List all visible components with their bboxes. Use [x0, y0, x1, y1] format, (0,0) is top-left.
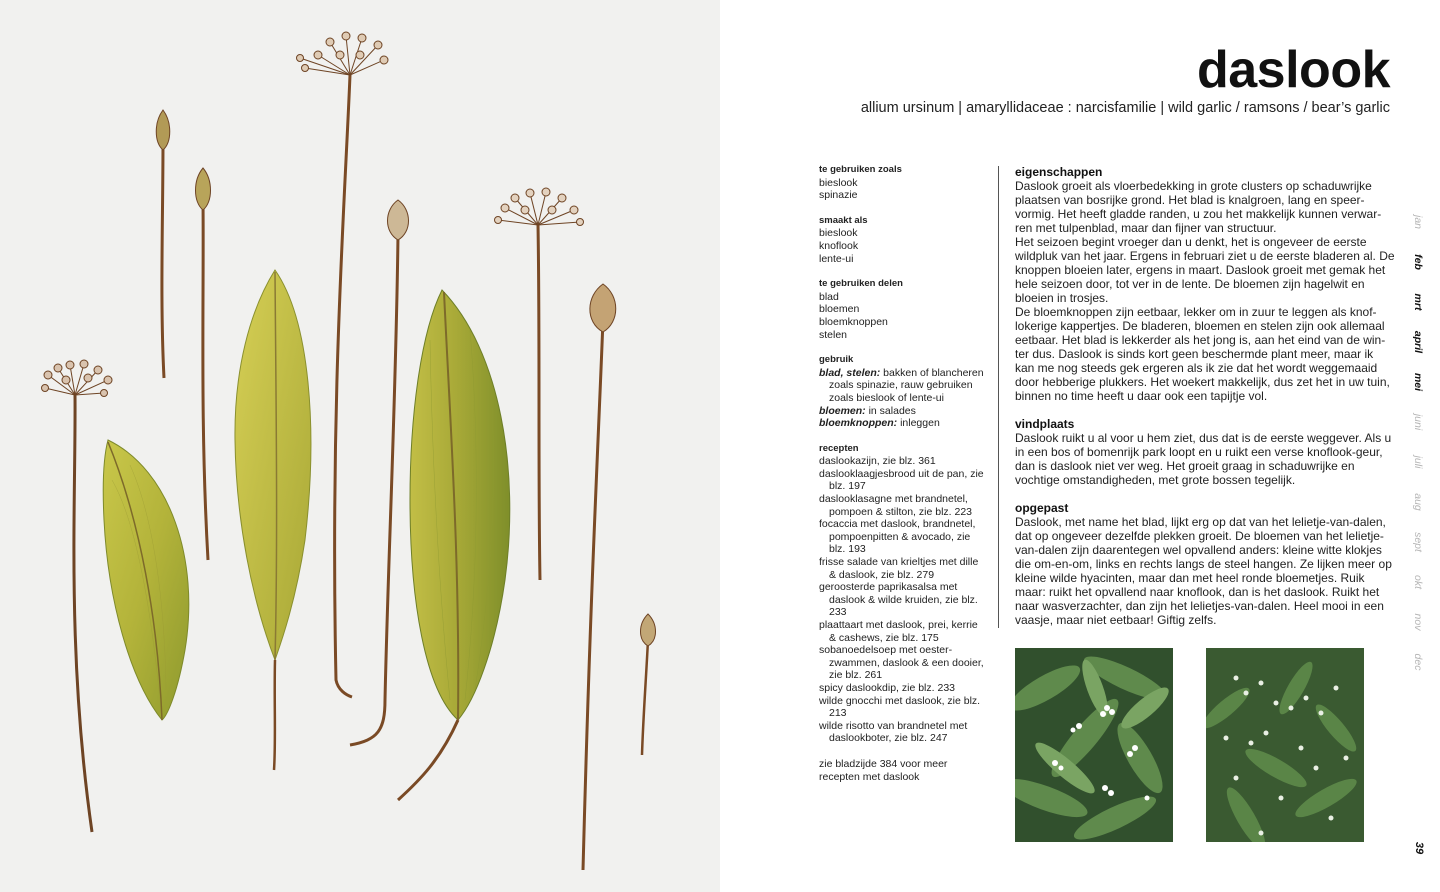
month-label: april [1412, 330, 1424, 354]
paragraph: Het seizoen begint vroeger dan u denkt, het is ongeveer de eerste wildpluk van het jaar. Ergens in februari ziet u de eerste bladeren al. De knoppen bloeien later, ergens in maart. Daslook groeit met gemak het hele seizoen door, tot ver in de lente. De bloemen zijn hagelwit en bloeien in trosjes. [1015, 235, 1395, 305]
list-item: bloemen [819, 303, 860, 316]
wild-garlic-photo-1 [1015, 648, 1173, 842]
section-heading: te gebruiken delen [819, 278, 903, 290]
list-item: lente-ui [819, 252, 854, 265]
month-label: dec [1412, 653, 1424, 671]
heading-opgepast: opgepast [1015, 501, 1069, 515]
month-sept [1407, 522, 1429, 562]
usage-label: blad, stelen: [819, 366, 881, 379]
heading-vindplaats: vindplaats [1015, 417, 1075, 431]
section-heading: recepten [819, 442, 859, 454]
recipe-item: geroosterde paprikasalsa met daslook & wilde kruiden, zie blz. 233 [819, 581, 978, 619]
month-mei [1407, 362, 1429, 402]
heading-eigenschappen: eigenschappen [1015, 165, 1103, 179]
paragraph: Daslook ruikt u al voor u hem ziet, dus dat is de eerste weggever. Als u in een bos of bomenrijk park loopt en u ruikt een verse knoflook-geur, dan is daslook niet ver weg. Het groeit graag in schaduwrijke en vochtige omstandigheden, met grote bossen tegelijk. [1015, 431, 1392, 487]
month-nov [1407, 602, 1429, 642]
month-juli [1407, 442, 1429, 482]
flower-stem-3 [350, 200, 409, 745]
sidebar-section-gebruik [819, 354, 984, 430]
month-label: juli [1412, 455, 1424, 469]
usage-text: inleggen [897, 417, 940, 430]
month-aug [1407, 482, 1429, 522]
season-month-index [1407, 202, 1429, 682]
recipe-item: daslooklasagne met brandnetel, pompoen & stilton, zie blz. 223 [819, 493, 973, 518]
usage-label: bloemen: [819, 404, 866, 417]
bud-stem-1 [156, 110, 170, 378]
usage-item [819, 405, 984, 418]
recipe-item: frisse salade van krieltjes met dille & daslook, zie blz. 279 [819, 556, 979, 581]
sidebar-section-delen [819, 278, 984, 341]
list-item: blad [819, 290, 839, 303]
list-item: bloemknoppen [819, 315, 888, 328]
month-label: jan [1412, 214, 1424, 230]
recipe-item: wilde gnocchi met daslook, zie blz. 213 [819, 694, 981, 720]
usage-item [819, 367, 984, 405]
month-label: okt [1412, 574, 1424, 590]
list-item: spinazie [819, 189, 858, 202]
usage-label: bloemknoppen: [819, 417, 898, 430]
section-heading: te gebruiken zoals [819, 164, 902, 175]
list-item: bieslook [819, 227, 858, 240]
list-item: stelen [819, 328, 848, 341]
page-number-text: 39 [1413, 841, 1425, 855]
paragraph: Daslook, met name het blad, lijkt erg op dat van het lelietje-van-dalen, dat op ongeveer dezelfde plekken groeit. De bloemen van het lelietje-van-dalen zijn daarentegen wel opvallend anders: kleine witte klokjes die om-en-om, links en rechts langs de steel hangen. Ze lijken meer op kleine wilde hyacinten, maar dan met heel ronde bloemetjes. Ruik maar: ruikt het opvallend naar knoflook, dan is het daslook. Ruikt het naar wasverzachter, dan zijn het lelietjes-van-dalen. Heel mooi in een vaasje, maar niet eetbaar! Giftig zelfs. [1015, 515, 1392, 627]
info-sidebar [819, 164, 984, 796]
paragraph: Daslook groeit als vloerbedekking in grote clusters op schaduwrijke plaatsen van bosrijke grond. Het blad is knalgroen, lang en speer-vormig. Het heeft gladde randen, u zou het makkelijk kunnen verwar-ren met tulpenblad, maar dan fijner van structuur. [1015, 179, 1382, 235]
recipe-item: focaccia met daslook, brandnetel, pompoenpitten & avocado, zie blz. 193 [819, 518, 976, 556]
bud-stem-2 [196, 168, 211, 560]
column-divider [998, 166, 999, 628]
month-april [1407, 322, 1429, 362]
leaf-1 [103, 440, 189, 720]
bud-stem-4 [641, 614, 656, 755]
recipe-item: plaattaart met daslook, prei, kerrie & cashews, zie blz. 175 [819, 619, 978, 644]
recipe-item: sobanoedelsoep met oester-zwammen, daslook & een dooier, zie blz. 261 [819, 644, 984, 682]
main-text [1015, 165, 1395, 641]
month-label: nov [1412, 613, 1424, 631]
section-heading: smaakt als [819, 214, 868, 226]
wild-garlic-photo-2 [1206, 648, 1364, 842]
leaf-2 [235, 270, 311, 770]
bud-stem-3 [583, 284, 616, 870]
month-feb [1407, 242, 1429, 282]
month-label: mrt [1412, 293, 1424, 311]
month-dec [1407, 642, 1429, 682]
page-title: daslook [1197, 41, 1390, 99]
usage-text: bakken of blancheren zoals spinazie, rauw gebruiken zoals bieslook of lente-ui [829, 366, 984, 404]
section-heading: gebruik [819, 354, 854, 366]
month-mrt [1407, 282, 1429, 322]
month-okt [1407, 562, 1429, 602]
sidebar-section-recepten [819, 443, 984, 783]
month-label: mei [1412, 372, 1424, 392]
month-juni [1407, 402, 1429, 442]
sidebar-section-smaakt-als [819, 215, 984, 265]
recipe-item: spicy daslookdip, zie blz. 233 [819, 681, 955, 694]
recipe-item: wilde risotto van brandnetel met daslookboter, zie blz. 247 [819, 719, 968, 745]
leaf-3 [398, 290, 510, 800]
usage-item [819, 417, 984, 430]
flower-stem-2 [297, 32, 389, 697]
month-jan [1407, 202, 1429, 242]
page-number [1410, 838, 1428, 856]
month-label: sept [1412, 532, 1424, 552]
month-label: juni [1412, 413, 1424, 431]
list-item: bieslook [819, 176, 858, 189]
month-label: feb [1412, 254, 1424, 270]
sidebar-section-gebruiken-zoals [819, 164, 984, 202]
flower-stem-1 [42, 360, 113, 832]
usage-text: in salades [865, 404, 916, 417]
recipe-item: daslooklaagjesbrood uit de pan, zie blz. 197 [819, 467, 984, 493]
recipe-item: daslookazijn, zie blz. 361 [819, 455, 936, 468]
paragraph: De bloemknoppen zijn eetbaar, lekker om in zuur te leggen als knof-lokerige kappertjes. De bladeren, bloemen en stelen zijn ook allemaal eetbaar. Het blad is lekkerder als het jong is, aan het eind van de win-ter dus. Daslook is sinds kort geen beschermde plant meer, maar ik kan me nog steeds gek ergeren als ik zie dat het wordt weggemaaid door hebberige plukkers. Het woekert makkelijk, dus zet het in uw tuin, binnen no time heeft u daar ook een tapijtje vol. [1015, 305, 1390, 403]
list-item: knoflook [819, 239, 859, 252]
recipe-footer: zie bladzijde 384 voor meer recepten met daslook [819, 757, 948, 783]
page-subtitle: allium ursinum | amaryllidaceae : narcisfamilie | wild garlic / ramsons / bear’s garlic [860, 100, 1390, 116]
month-label: aug [1412, 493, 1424, 511]
